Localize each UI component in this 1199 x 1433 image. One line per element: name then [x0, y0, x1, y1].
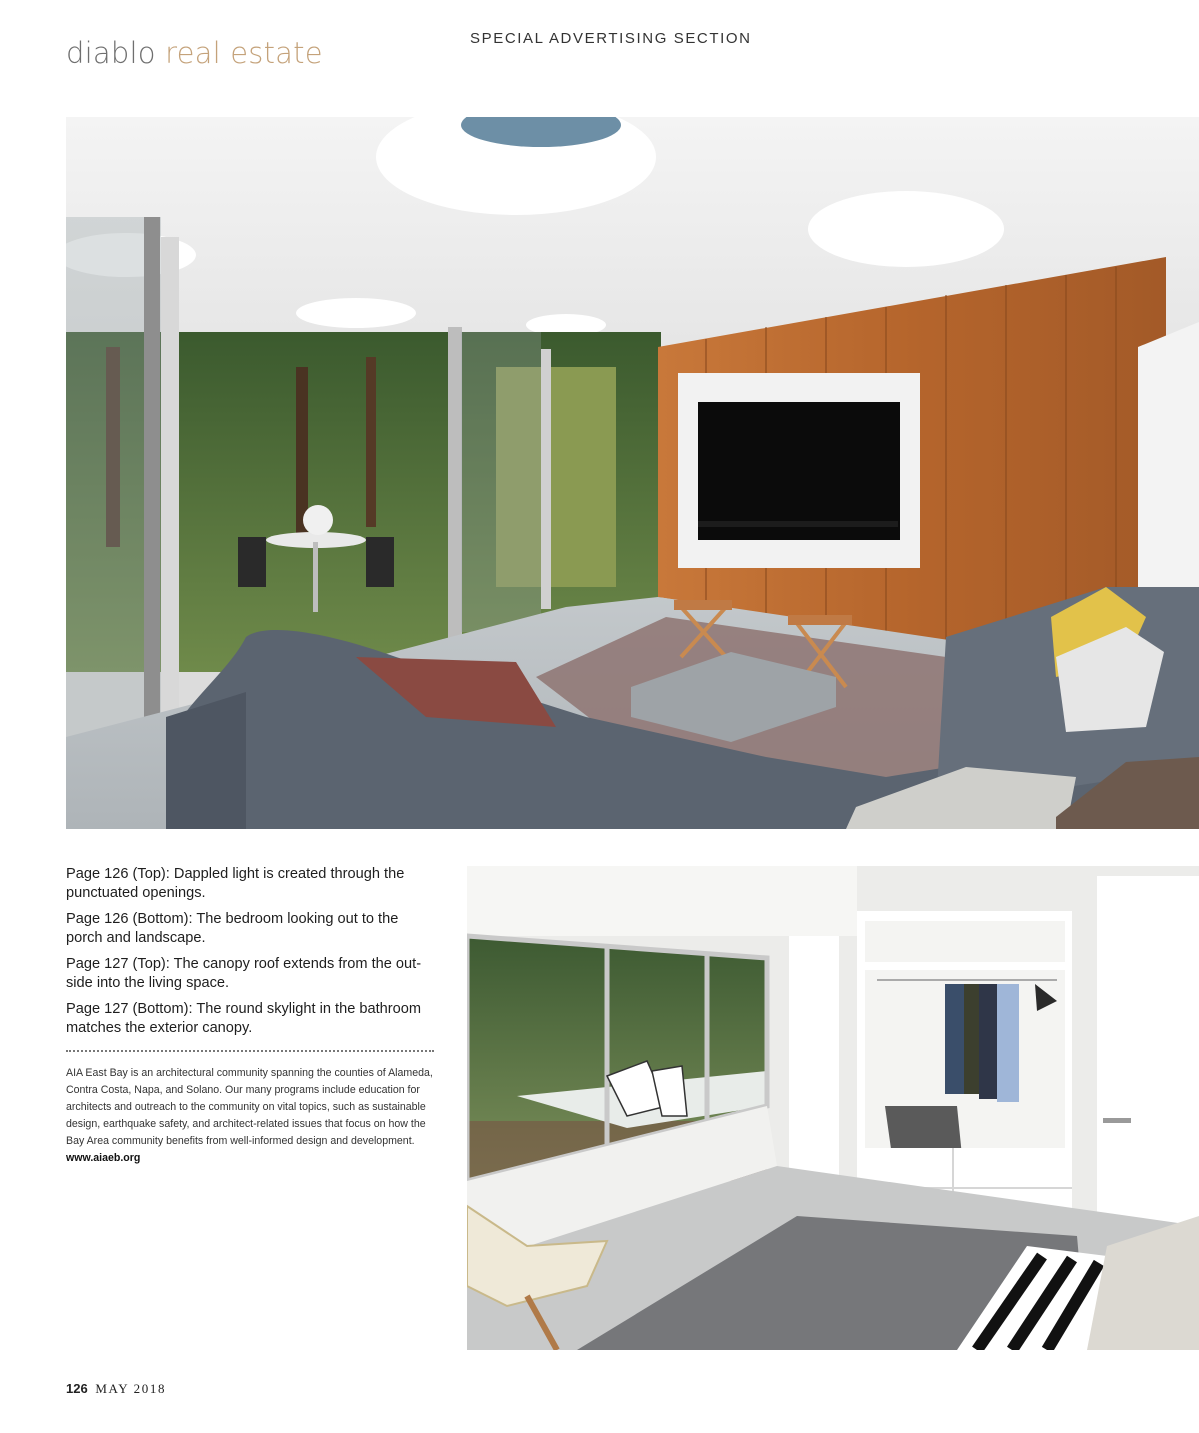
aia-website-link[interactable]: www.aiaeb.org [66, 1152, 141, 1164]
caption-126-top: Page 126 (Top): Dappled light is created through the punctuated openings. [66, 866, 405, 901]
bedroom-photo [467, 866, 1199, 1350]
caption-126-bottom: Page 126 (Bottom): The bedroom looking out to the porch and landscape. [66, 911, 399, 946]
about-text: AIA East Bay is an architectural community spanning the counties of Alameda, Contra Costa, Napa, and Solano. Our many programs include education for architects and outreach to the community on vital topics, such as sustainable design, earthquake safety, and architect-related issues that focus on how the Bay Area community benefits from well-informed design and development. [66, 1067, 433, 1147]
aia-about-blurb [66, 1065, 436, 1167]
brand-diablo: diablo [66, 36, 156, 70]
issue-date: MAY 2018 [95, 1381, 167, 1396]
magazine-brand [66, 36, 323, 70]
living-room-illustration [66, 117, 1199, 829]
living-room-photo [66, 117, 1199, 829]
photo-captions [66, 865, 436, 1045]
brand-real-estate: real estate [165, 36, 323, 70]
bedroom-illustration [467, 866, 1199, 1350]
page-folio [66, 1381, 166, 1397]
dotted-divider [66, 1050, 434, 1052]
caption-127-bottom: Page 127 (Bottom): The round skylight in the bathroom matches the exterior canopy. [66, 1001, 422, 1036]
page-number: 126 [66, 1381, 88, 1396]
caption-127-top: Page 127 (Top): The canopy roof extends from the out-side into the living space. [66, 956, 422, 991]
section-label: SPECIAL ADVERTISING SECTION [470, 30, 752, 47]
